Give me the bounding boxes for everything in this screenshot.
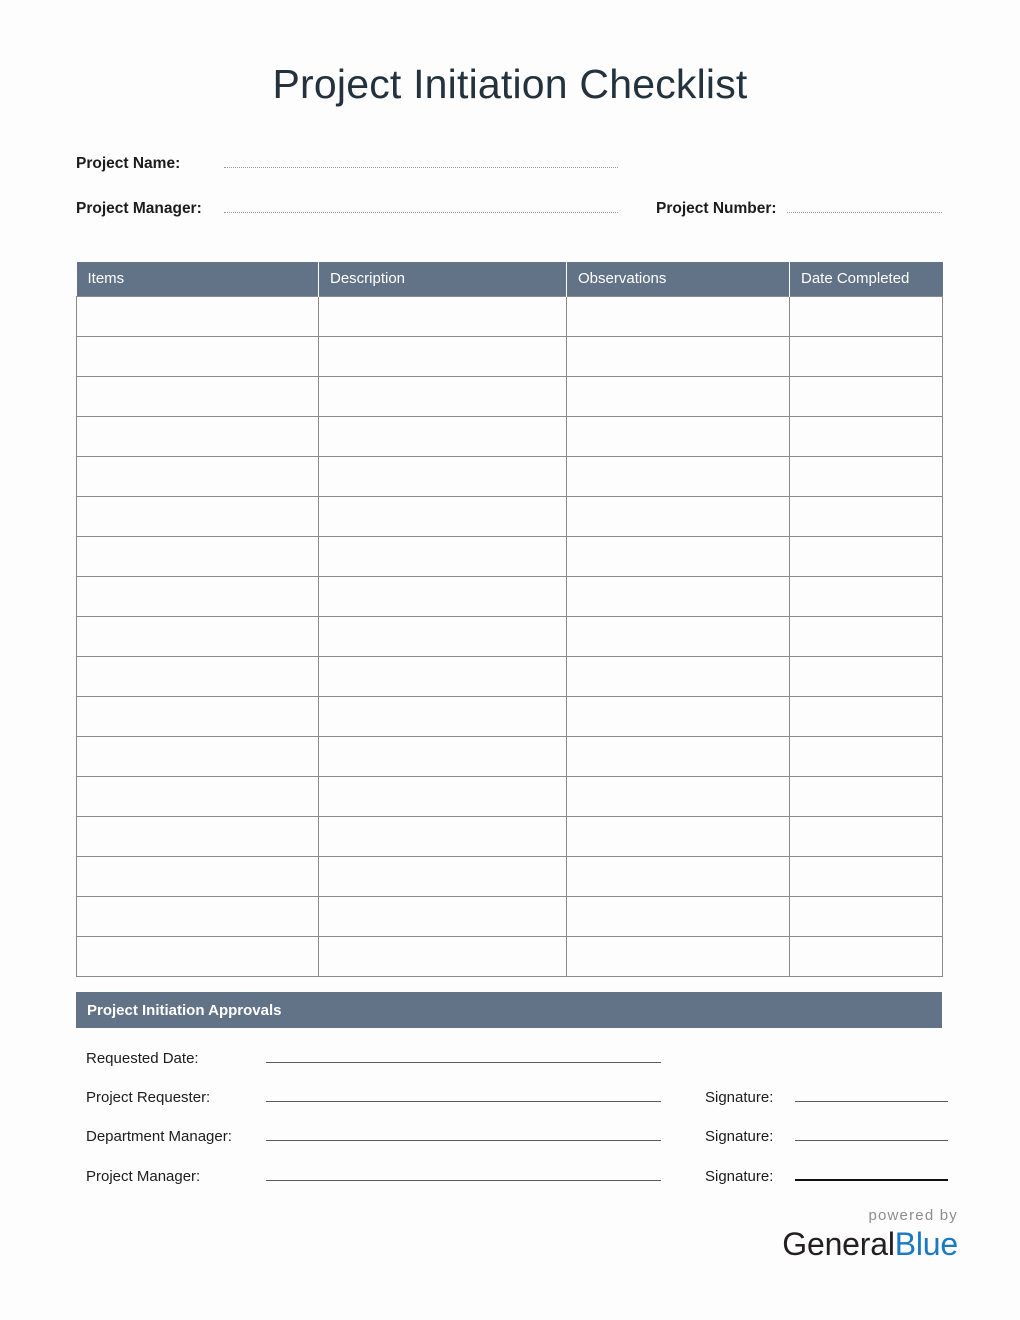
footer-logo	[782, 1208, 958, 1260]
table-row	[77, 417, 943, 457]
table-row	[77, 537, 943, 577]
table-row	[77, 497, 943, 537]
table-row	[77, 337, 943, 377]
table-cell[interactable]	[790, 897, 943, 937]
table-cell[interactable]	[319, 617, 567, 657]
table-cell[interactable]	[77, 657, 319, 697]
table-row	[77, 737, 943, 777]
project-manager-approval-row	[86, 1165, 956, 1204]
table-row	[77, 377, 943, 417]
project-manager-approval-input[interactable]	[266, 1166, 661, 1181]
table-header	[77, 262, 943, 297]
department-manager-label: Department Manager:	[86, 1128, 232, 1145]
department-manager-input[interactable]	[266, 1126, 661, 1141]
table-cell[interactable]	[567, 377, 790, 417]
page-title: Project Initiation Checklist	[272, 61, 748, 107]
table-cell[interactable]	[790, 337, 943, 377]
table-cell[interactable]	[790, 537, 943, 577]
approvals-form	[86, 1048, 956, 1204]
table-cell[interactable]	[567, 537, 790, 577]
table-cell[interactable]	[77, 897, 319, 937]
table-cell[interactable]	[319, 657, 567, 697]
table-row	[77, 857, 943, 897]
powered-by-label: powered by	[868, 1207, 958, 1224]
table-cell[interactable]	[77, 497, 319, 537]
header-form	[76, 152, 942, 242]
table-cell[interactable]	[790, 737, 943, 777]
project-number-input[interactable]	[787, 197, 942, 213]
table-row	[77, 777, 943, 817]
department-manager-signature-label: Signature:	[705, 1128, 774, 1145]
brand-general-text: General	[782, 1226, 895, 1262]
table-cell[interactable]	[319, 697, 567, 737]
table-cell[interactable]	[567, 857, 790, 897]
project-manager-signature-label: Signature:	[705, 1168, 774, 1185]
table-cell[interactable]	[567, 897, 790, 937]
table-cell[interactable]	[790, 297, 943, 337]
table-row	[77, 657, 943, 697]
column-header-description: Description	[319, 262, 567, 297]
project-requester-label: Project Requester:	[86, 1089, 211, 1106]
project-manager-label: Project Manager:	[76, 200, 202, 217]
table-cell[interactable]	[790, 417, 943, 457]
table-cell[interactable]	[77, 457, 319, 497]
table-cell[interactable]	[567, 937, 790, 977]
table-cell[interactable]	[790, 697, 943, 737]
project-requester-input[interactable]	[266, 1087, 661, 1102]
approvals-section-header	[76, 992, 942, 1028]
table-cell[interactable]	[790, 497, 943, 537]
table-cell[interactable]	[319, 297, 567, 337]
table-cell[interactable]	[319, 497, 567, 537]
table-cell[interactable]	[319, 737, 567, 777]
table-cell[interactable]	[77, 417, 319, 457]
table-row	[77, 577, 943, 617]
project-requester-row	[86, 1087, 956, 1126]
table-cell[interactable]	[567, 457, 790, 497]
table-cell[interactable]	[567, 577, 790, 617]
table-cell[interactable]	[790, 577, 943, 617]
table-cell[interactable]	[319, 857, 567, 897]
project-name-label: Project Name:	[76, 155, 181, 172]
table-cell[interactable]	[319, 577, 567, 617]
table-cell[interactable]	[567, 617, 790, 657]
table-cell[interactable]	[319, 937, 567, 977]
project-manager-signature-input[interactable]	[795, 1165, 948, 1181]
table-cell[interactable]	[319, 457, 567, 497]
table-cell[interactable]	[319, 817, 567, 857]
column-header-observations: Observations	[567, 262, 790, 297]
project-number-label: Project Number:	[656, 200, 777, 217]
table-cell[interactable]	[319, 897, 567, 937]
requested-date-input[interactable]	[266, 1048, 661, 1063]
table-cell[interactable]	[790, 777, 943, 817]
checklist-table-container	[76, 262, 942, 977]
table-row	[77, 617, 943, 657]
table-cell[interactable]	[567, 657, 790, 697]
project-name-row	[76, 152, 942, 197]
project-manager-input[interactable]	[224, 197, 618, 213]
table-cell[interactable]	[319, 777, 567, 817]
project-requester-signature-label: Signature:	[705, 1089, 774, 1106]
table-cell[interactable]	[790, 457, 943, 497]
table-cell[interactable]	[790, 937, 943, 977]
column-header-date-completed: Date Completed	[790, 262, 943, 297]
table-cell[interactable]	[77, 937, 319, 977]
table-cell[interactable]	[77, 617, 319, 657]
project-manager-row	[76, 197, 942, 242]
table-header-row	[77, 262, 943, 297]
requested-date-label: Requested Date:	[86, 1050, 199, 1067]
table-cell[interactable]	[319, 417, 567, 457]
table-cell[interactable]	[77, 697, 319, 737]
table-cell[interactable]	[319, 537, 567, 577]
department-manager-row	[86, 1126, 956, 1165]
brand-blue-text: Blue	[894, 1226, 958, 1262]
approvals-section-title: Project Initiation Approvals	[87, 1001, 282, 1019]
checklist-table	[76, 262, 943, 977]
table-cell[interactable]	[77, 297, 319, 337]
table-cell[interactable]	[319, 377, 567, 417]
table-cell[interactable]	[790, 377, 943, 417]
column-header-items: Items	[77, 262, 319, 297]
project-requester-signature-input[interactable]	[795, 1087, 948, 1102]
requested-date-row	[86, 1048, 956, 1087]
table-cell[interactable]	[567, 737, 790, 777]
table-cell[interactable]	[790, 817, 943, 857]
table-cell[interactable]	[77, 577, 319, 617]
table-cell[interactable]	[567, 697, 790, 737]
table-cell[interactable]	[77, 337, 319, 377]
table-cell[interactable]	[567, 777, 790, 817]
project-manager-approval-label: Project Manager:	[86, 1168, 201, 1185]
table-cell[interactable]	[567, 817, 790, 857]
table-row	[77, 697, 943, 737]
table-cell[interactable]	[77, 537, 319, 577]
table-row	[77, 937, 943, 977]
department-manager-signature-input[interactable]	[795, 1126, 948, 1141]
table-cell[interactable]	[77, 737, 319, 777]
project-name-input[interactable]	[224, 152, 618, 168]
table-cell[interactable]	[567, 337, 790, 377]
table-row	[77, 297, 943, 337]
table-row	[77, 457, 943, 497]
table-cell[interactable]	[567, 297, 790, 337]
table-cell[interactable]	[77, 817, 319, 857]
table-cell[interactable]	[77, 377, 319, 417]
table-cell[interactable]	[319, 337, 567, 377]
table-cell[interactable]	[567, 417, 790, 457]
table-row	[77, 897, 943, 937]
brand-wordmark	[782, 1228, 958, 1260]
table-body	[77, 297, 943, 977]
table-cell[interactable]	[790, 657, 943, 697]
table-row	[77, 817, 943, 857]
table-cell[interactable]	[790, 617, 943, 657]
table-cell[interactable]	[567, 497, 790, 537]
table-cell[interactable]	[77, 777, 319, 817]
table-cell[interactable]	[790, 857, 943, 897]
table-cell[interactable]	[77, 857, 319, 897]
